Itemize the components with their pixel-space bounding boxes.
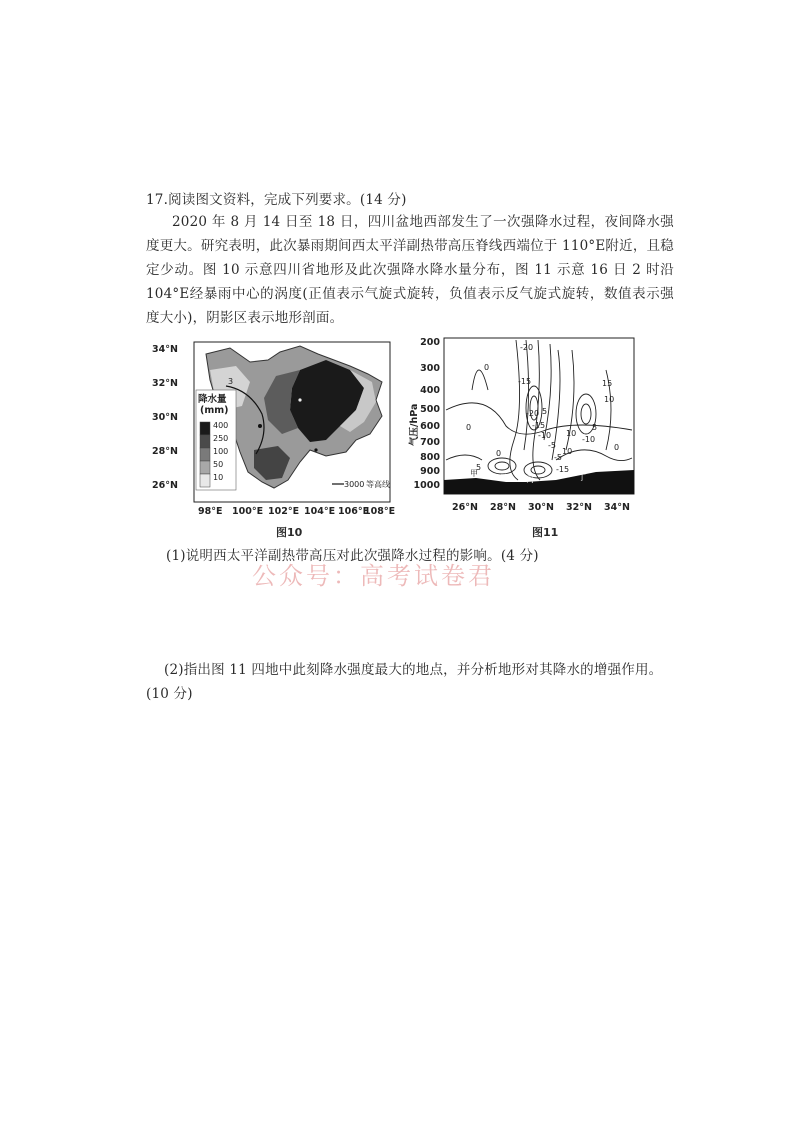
contour-label: -5 — [548, 441, 556, 450]
contour-legend-value: 3000 — [344, 480, 365, 489]
contour-labels — [466, 343, 619, 474]
legend-value: 50 — [213, 460, 224, 469]
lat-label: 28°N — [152, 446, 178, 457]
pressure-tick: 500 — [420, 404, 440, 415]
pressure-tick: 600 — [420, 421, 440, 432]
contour-label: 10 — [566, 429, 577, 438]
figure-10-caption: 图10 — [276, 526, 303, 539]
contour-label: 15 — [602, 379, 613, 388]
point-label: 丙 — [526, 475, 534, 484]
pressure-tick: 700 — [420, 437, 440, 448]
legend-title: 降水量 — [198, 394, 227, 405]
legend-swatch — [200, 474, 210, 487]
legend-unit: (mm) — [200, 405, 229, 416]
pressure-tick: 1000 — [413, 480, 440, 491]
legend-swatch — [200, 448, 210, 461]
contour-label: 5 — [592, 423, 598, 432]
contour-label: 5 — [476, 463, 482, 472]
point-label: 乙 — [500, 473, 508, 482]
y-axis-label: 气压/hPa — [409, 403, 420, 446]
contour-label: -10 — [582, 435, 596, 444]
lon-label: 102°E — [268, 506, 300, 517]
contour-label: -10 — [538, 431, 552, 440]
lon-label: 98°E — [198, 506, 223, 517]
contour-label: -15 — [518, 377, 532, 386]
pressure-tick: 200 — [420, 337, 440, 348]
question-header: 17.阅读图文资料，完成下列要求。(14 分) — [146, 192, 407, 208]
contour-label: -15 — [532, 421, 546, 430]
watermark: 公众号：高考试卷君 — [252, 562, 495, 590]
sub-question-2: (2)指出图 11 四地中此刻降水强度最大的地点，并分析地形对其降水的增强作用。(10 分) — [146, 662, 663, 702]
lat-tick: 28°N — [490, 502, 516, 513]
contour-label: 5 — [542, 407, 548, 416]
contour-label: 3 — [228, 377, 234, 386]
figure-11-cross-section — [406, 330, 646, 520]
pressure-tick: 400 — [420, 385, 440, 396]
question-paragraph: 2020 年 8 月 14 日至 18 日，四川盆地西部发生了一次强降水过程，夜间降水强度更大。研究表明，此次暴雨期间西太平洋副热带高压脊线西端位于 110°E附近，且稳定少动。图 10 示意四川省地形及此次强降水降水量分布，图 11 示意 16 日 2 时沿 104°E经暴雨中心的涡度(正值表示气旋式旋转，负值表示反气旋式旋转，数值表示强度大小)，阴影区表示地形剖面。 — [146, 214, 674, 326]
lat-label: 30°N — [152, 412, 178, 423]
legend-swatch — [200, 435, 210, 448]
contour-label: -15 — [556, 465, 570, 474]
contour-label: -20 — [520, 343, 534, 352]
figure-10-map — [150, 330, 400, 520]
lon-label: 106°E — [338, 506, 370, 517]
lat-tick: 32°N — [566, 502, 592, 513]
contour-label: 0 — [496, 449, 502, 458]
legend-value: 100 — [213, 447, 229, 456]
sub-question-1: (1)说明西太平洋副热带高压对此次强降水过程的影响。(4 分) — [166, 548, 539, 564]
contour-label: -5 — [554, 453, 562, 462]
contour-label: -20 — [526, 409, 540, 418]
lon-label: 104°E — [304, 506, 336, 517]
legend-swatch — [200, 461, 210, 474]
lat-label: 26°N — [152, 480, 178, 491]
legend-value: 400 — [213, 421, 229, 430]
lat-tick: 34°N — [604, 502, 630, 513]
contour-legend-label: 等高线 — [366, 480, 390, 489]
point-label: 丁 — [578, 473, 586, 482]
pressure-tick: 800 — [420, 452, 440, 463]
pressure-tick: 300 — [420, 363, 440, 374]
contour-label: 0 — [484, 363, 490, 372]
figure-11-caption: 图11 — [532, 526, 559, 539]
legend-value: 10 — [213, 473, 224, 482]
contour-label: 0 — [614, 443, 620, 452]
point-label: 甲 — [470, 469, 478, 478]
contour-label: 10 — [562, 447, 573, 456]
contour-label: 0 — [466, 423, 472, 432]
lon-label: 108°E — [364, 506, 396, 517]
legend-value: 250 — [213, 434, 229, 443]
lat-tick: 26°N — [452, 502, 478, 513]
lat-label: 34°N — [152, 344, 178, 355]
legend-swatch — [200, 422, 210, 435]
contour-label: 10 — [604, 395, 615, 404]
lat-label: 32°N — [152, 378, 178, 389]
lon-label: 100°E — [232, 506, 264, 517]
lat-tick: 30°N — [528, 502, 554, 513]
pressure-tick: 900 — [420, 466, 440, 477]
